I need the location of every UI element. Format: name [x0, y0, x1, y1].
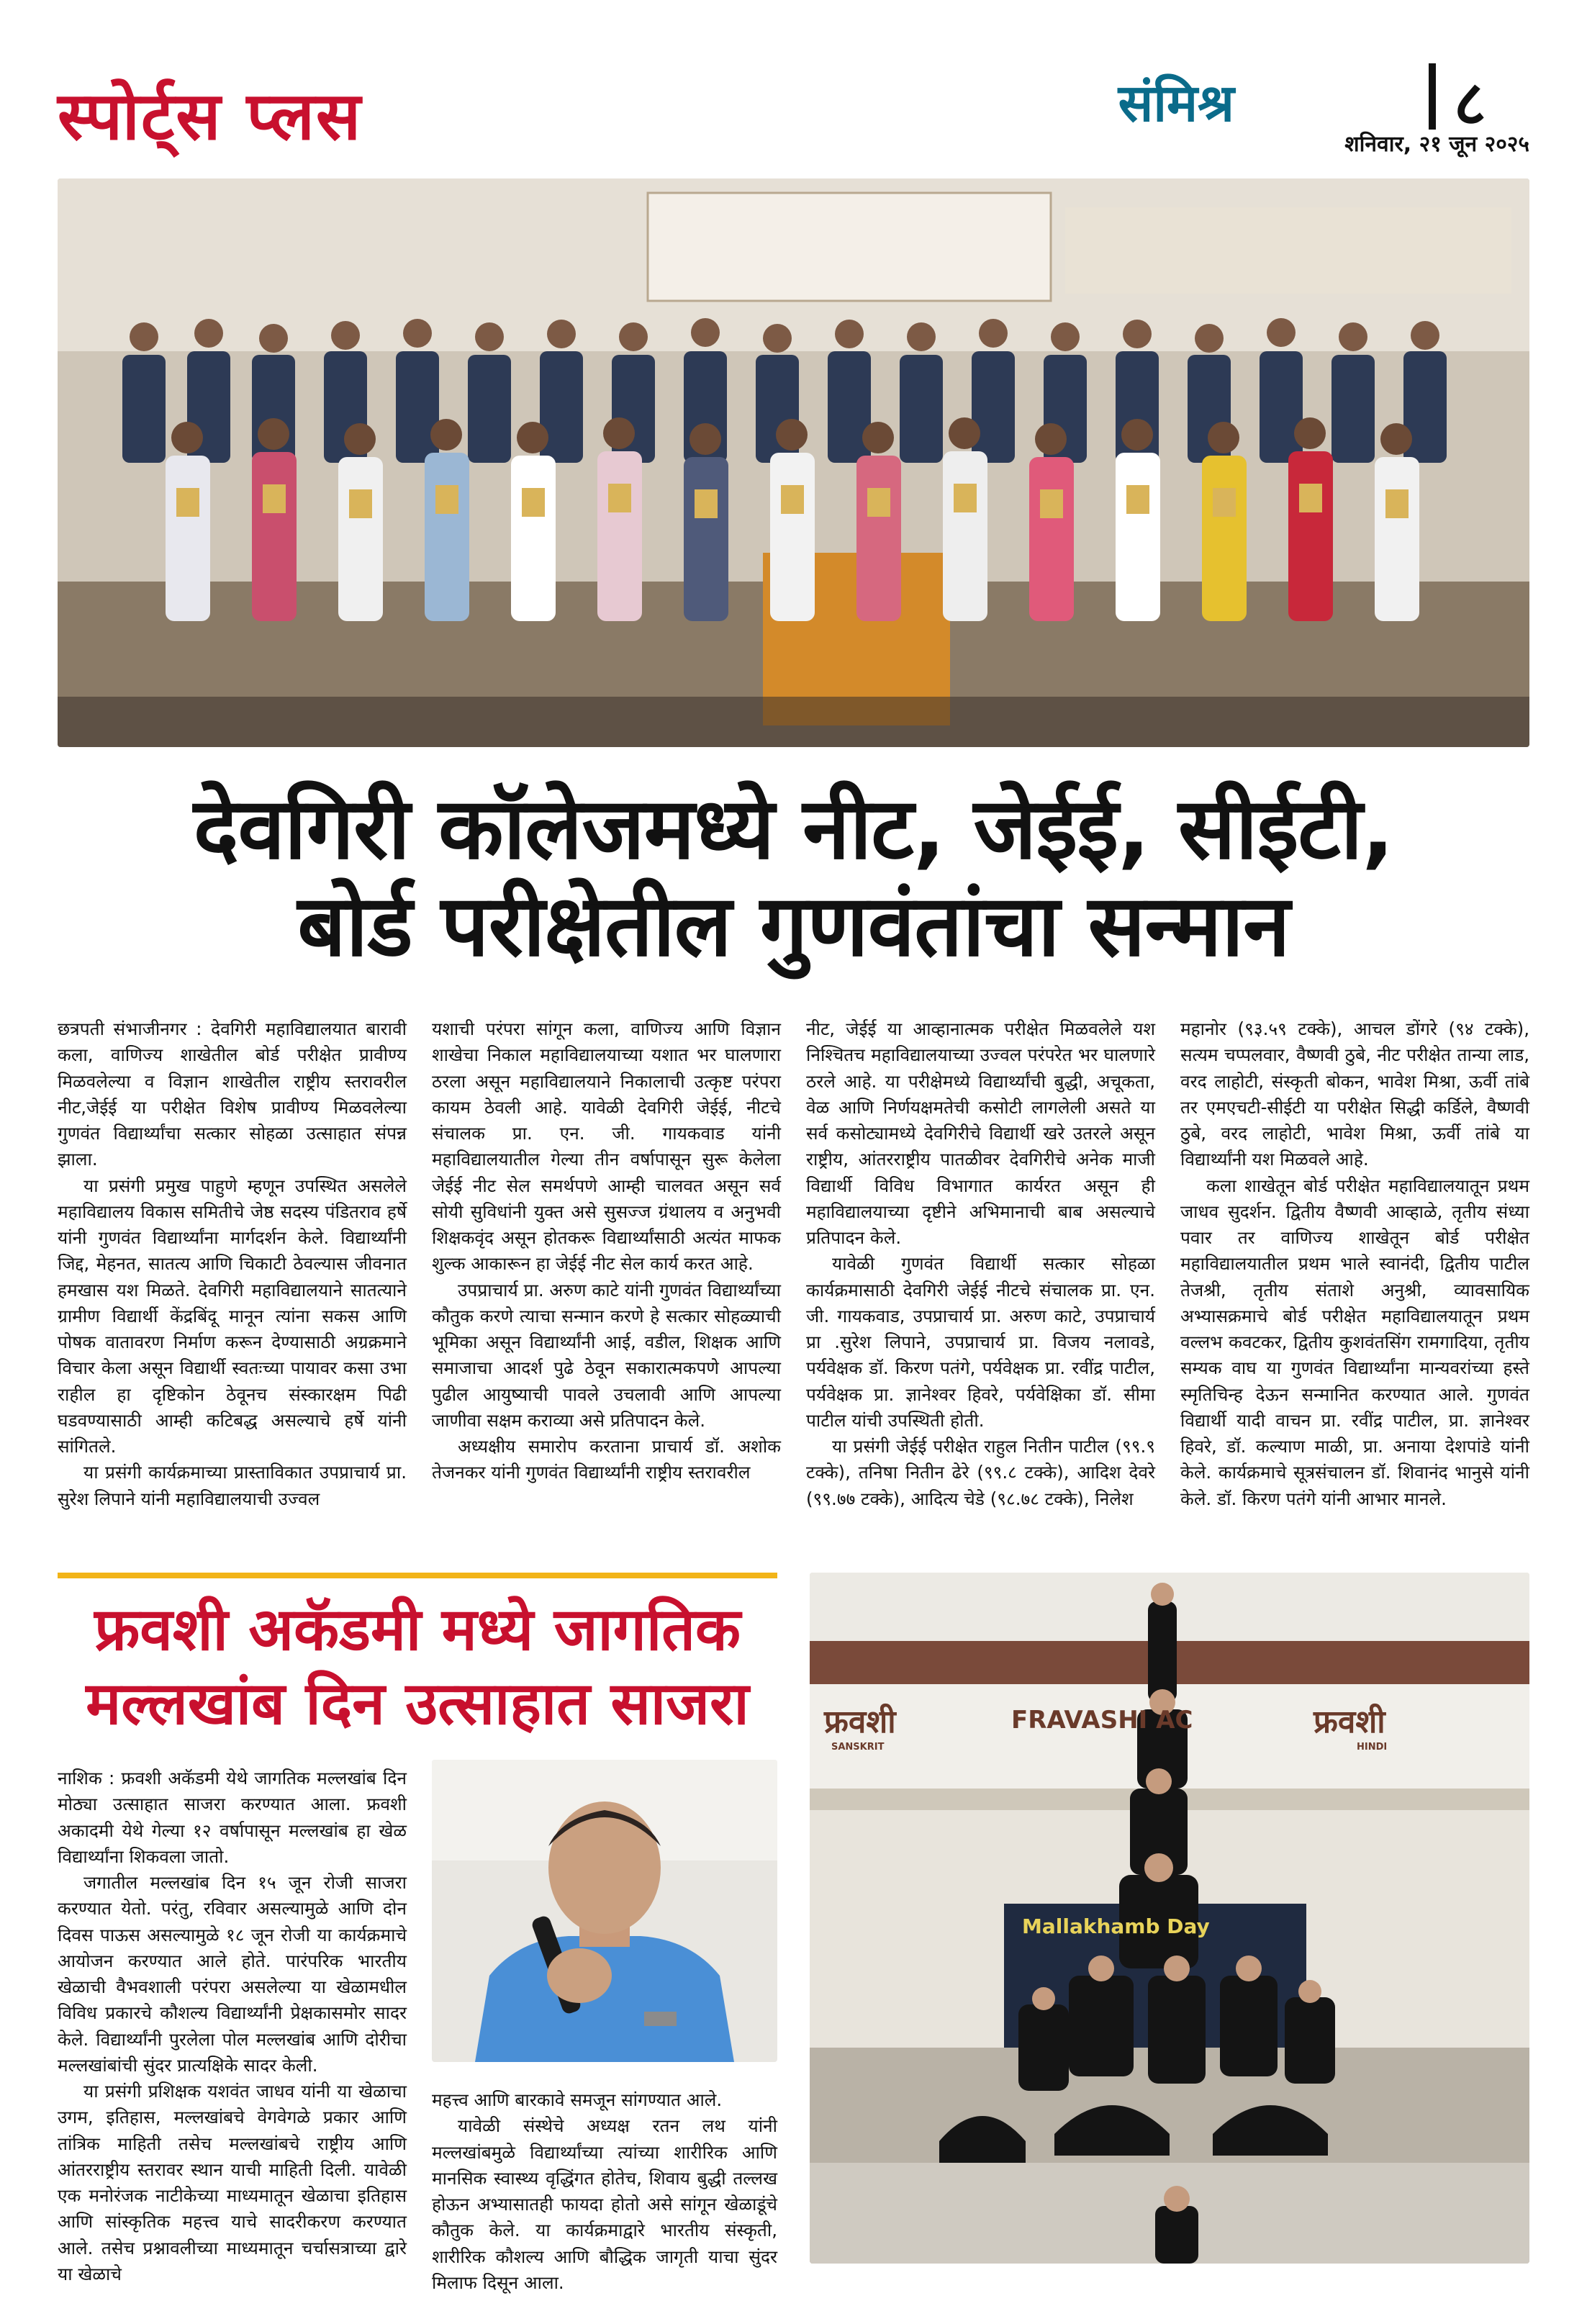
article-2-column-1 — [58, 1765, 407, 2287]
paragraph: कला शाखेतून बोर्ड परीक्षेत महाविद्यालयातून प्रथम जाधव सुदर्शन. द्वितीय वैष्णवी आव्हाळे, तृतीय संध्या पवार तर वाणिज्य शाखेतून बोर्ड परीक्षेत महाविद्यालयातील प्रथम भाले स्वानंदी, द्वितीय पाटील तेजश्री, तृतीय संताशे अनुश्री, व्यावसायिक अभ्यासक्रमाचे बोर्ड परीक्षेत महाविद्यालयातून प्रथम वल्लभ कवटकर, द्वितीय कुशवंतसिंग रामगादिया, तृतीय सम्यक वाघ या गुणवंत विद्यार्थ्यांना मान्यवरांच्या हस्ते स्मृतिचिन्ह देऊन सन्मानित करण्यात आले. गुणवंत विद्यार्थी यादी वाचन प्रा. रवींद्र पाटील, प्रा. ज्ञानेश्वर हिवरे, डॉ. कल्याण माळी, प्रा. अनाया देशपांडे यांनी केले. कार्यक्रमाचे सूत्रसंचालन डॉ. शिवानंद भानुसे यांनी केले. डॉ. किरण पतंगे यांनी आभार मानले. — [1180, 1175, 1529, 1509]
banner-right-sign: फ्रवशी — [1314, 1704, 1385, 1740]
paragraph: अध्यक्षीय समारोप करताना प्राचार्य डॉ. अशोक तेजनकर यांनी गुणवंत विद्यार्थ्यांनी राष्ट्रीय स्तरावरील — [432, 1436, 781, 1483]
article-1-column-1 — [58, 1016, 407, 1512]
headline-1-line-2: बोर्ड परीक्षेतील गुणवंतांचा सन्मान — [297, 876, 1290, 975]
article-1-column-4 — [1180, 1016, 1529, 1512]
headline-1-line-1: देवगिरी कॉलेजमध्ये नीट, जेईई, सीईटी, — [193, 779, 1394, 878]
banner-center-sign: FRAVASHI AC — [1011, 1706, 1193, 1735]
mallakhamb-photo — [810, 1573, 1529, 2264]
section-divider — [58, 1573, 777, 1578]
paragraph: यशाची परंपरा सांगून कला, वाणिज्य आणि विज्ञान शाखेचा निकाल महाविद्यालयाच्या यशात भर घालणारा ठरला असून महाविद्यालयाने निकालाची उत्कृष्ट परंपरा कायम ठेवली आहे. यावेळी देवगिरी जेईई, नीटचे संचालक प्रा. एन. जी. गायकवाड यांनी महाविद्यालयातील गेल्या तीन वर्षापासून सुरू केलेला जेईई नीट सेल समर्थपणे आम्ही चालवत असून सर्व सोयी सुविधांनी युक्त असे सुसज्ज ग्रंथालय व अनुभवी शिक्षकवृंद असून होतकरू विद्यार्थ्यांसाठी अत्यंत माफक शुल्क आकारून हा जेईई नीट सेल कार्य करत आहे. — [432, 1018, 781, 1275]
main-photo-students — [58, 178, 1529, 747]
headline-2-line-1: फ्रवशी अकॅडमी मध्ये जागतिक — [94, 1595, 741, 1664]
paragraph: महत्त्व आणि बारकावे समजून सांगण्यात आले. — [432, 2089, 723, 2110]
article-1-column-2 — [432, 1016, 781, 1486]
paragraph: यावेळी संस्थेचे अध्यक्ष रतन लथ यांनी मल्लखांबमुळे विद्यार्थ्यांच्या त्यांच्या शारीरिक आणि मानसिक स्वास्थ्य वृद्धिंगत होतेच, शिवाय बुद्धी तल्लख होऊन अभ्यासातही फायदा होतो असे सांगून खेळाडूंचे कौतुक केले. या कार्यक्रमाद्वारे भारतीय संस्कृती, शारीरिक कौशल्य आणि बौद्धिक जागृती याचा सुंदर मिलाफ दिसून आला. — [432, 2115, 777, 2293]
paragraph: नीट, जेईई या आव्हानात्मक परीक्षेत मिळवलेले यश निश्चितच महाविद्यालयाच्या उज्वल परंपरेत भर घालणारे ठरले आहे. या परीक्षेमध्ये विद्यार्थ्यांची बुद्धी, अचूकता, वेळ आणि निर्णयक्षमतेची कसोटी लागलेली असते या सर्व कसोट्यामध्ये देवगिरीचे विद्यार्थी खरे उतरले असून राष्ट्रीय, आंतरराष्ट्रीय पातळीवर देवगिरीचे अनेक माजी विद्यार्थी विविध विभागात कार्यरत असून ही महाविद्यालयाच्या दृष्टीने अभिमानाची बाब असल्याचे प्रतिपादन केले. — [806, 1018, 1155, 1248]
page-number: ८ — [1454, 68, 1486, 140]
paragraph: उपप्राचार्य प्रा. अरुण काटे यांनी गुणवंत विद्यार्थ्यांच्या कौतुक करणे त्याचा सन्मान करणे हे सत्कार सोहळ्याची भूमिका असून विद्यार्थ्यांनी आई, वडील, शिक्षक आणि समाजाचा आदर्श पुढे ठेवून सकारात्मकपणे आपल्या पुढील आयुष्याची पावले उचलावी आणि आपल्या जाणीवा सक्षम कराव्या असे प्रतिपादन केले. — [432, 1279, 781, 1431]
paragraph: या प्रसंगी जेईई परीक्षेत राहुल नितीन पाटील (९९.९ टक्के), तनिषा नितीन ढेरे (९९.८ टक्के), आदिश देवरे (९९.७७ टक्के), आदित्य चेडे (९८.७८ टक्के), निलेश — [806, 1436, 1155, 1509]
article-2-column-2 — [432, 2087, 777, 2296]
portrait-photo-speaker — [432, 1760, 777, 2062]
mallakhamb-day-board: Mallakhamb Day — [1022, 1914, 1210, 1938]
paragraph: या प्रसंगी प्रशिक्षक यशवंत जाधव यांनी या खेळाचा उगम, इतिहास, मल्लखांबचे वेगवेगळे प्रकार आणि तांत्रिक माहिती तसेच मल्लखांबचे राष्ट्रीय आणि आंतरराष्ट्रीय स्तरावर स्थान याची माहिती दिली. यावेळी एक मनोरंजक नाटीकेच्या माध्यमातून खेळाचा इतिहास आणि सांस्कृतिक महत्त्व याचे सादरीकरण करण्यात आले. तसेच प्रश्नावलीच्या माध्यमातून चर्चासत्राच्या द्वारे या खेळाचे — [58, 2081, 407, 2284]
issue-date: शनिवार, २१ जून २०२५ — [1344, 132, 1529, 157]
paragraph: या प्रसंगी कार्यक्रमाच्या प्रास्ताविकात उपप्राचार्य प्रा. सुरेश लिपाने यांनी महाविद्यालयाची उज्वल — [58, 1462, 407, 1509]
headline-2-line-2: मल्लखांब दिन उत्साहात साजरा — [86, 1669, 749, 1738]
masthead: स्पोर्ट्स प्लस — [58, 77, 363, 155]
paragraph: छत्रपती संभाजीनगर : देवगिरी महाविद्यालयात बारावी कला, वाणिज्य शाखेतील बोर्ड परीक्षेत प्रावीण्य मिळवलेल्या व विज्ञान शाखेतील राष्ट्रीय स्तरावरील नीट,जेईई या परीक्षेत विशेष प्रावीण्य मिळवलेल्या गुणवंत विद्यार्थ्यांचा सत्कार सोहळा उत्साहात संपन्न झाला. — [58, 1018, 407, 1170]
paragraph: जगातील मल्लखांब दिन १५ जून रोजी साजरा करण्यात येतो. परंतु, रविवार असल्यामुळे आणि दोन दिवस पाऊस असल्यामुळे १८ जून रोजी या कार्यक्रमाचे आयोजन करण्यात आले होते. पारंपरिक भारतीय खेळाची वैभवशाली परंपरा असलेल्या या खेळामधील विविध प्रकारचे कौशल्य विद्यार्थ्यांनी प्रेक्षकासमोर सादर केले. विद्यार्थ्यांनी पुरलेला पोल मल्लखांब आणि दोरीचा मल्लखांबांची सुंदर प्रात्यक्षिके सादर केली. — [58, 1872, 407, 2076]
paragraph: यावेळी गुणवंत विद्यार्थी सत्कार सोहळा कार्यक्रमासाठी देवगिरी जेईई नीटचे संचालक प्रा. एन. जी. गायकवाड, उपप्राचार्य प्रा. अरुण काटे, उपप्राचार्य प्रा .सुरेश लिपाने, उपप्राचार्य प्रा. विजय नलावडे, पर्यवेक्षक डॉ. किरण पतंगे, पर्यवेक्षक प्रा. रवींद्र पाटील, पर्यवेक्षक प्रा. ज्ञानेश्वर हिवरे, पर्यवेक्षिका डॉ. सीमा पाटील यांची उपस्थिती होती. — [806, 1253, 1155, 1431]
banner-left-sign: फ्रवशी — [824, 1704, 896, 1740]
label-hindi: HINDI — [1357, 1742, 1388, 1753]
label-sanskrit: SANSKRIT — [831, 1742, 885, 1753]
paragraph: महानोर (९३.५९ टक्के), आचल डोंगरे (९४ टक्के), सत्यम चप्पलवार, वैष्णवी ठुबे, नीट परीक्षेत तान्या लाड, वरद लाहोटी, संस्कृती बोकन, भावेश मिश्रा, ऊर्वी तांबे तर एमएचटी-सीईटी या परीक्षेत सिद्धी कर्डिले, वैष्णवी ठुबे, वरद लाहोटी, भावेश मिश्रा, ऊर्वी तांबे या विद्यार्थ्यांनी यश मिळवले आहे. — [1180, 1018, 1529, 1170]
paragraph: या प्रसंगी प्रमुख पाहुणे म्हणून उपस्थित असलेले महाविद्यालय विकास समितीचे जेष्ठ सदस्य पंडितराव हर्षे यांनी गुणवंत विद्यार्थ्यांना मार्गदर्शन केले. विद्यार्थ्यांनी जिद्द, मेहनत, सातत्य आणि चिकाटी ठेवल्यास जीवनात हमखास यश मिळते. देवगिरी महाविद्यालयाने सातत्याने ग्रामीण विद्यार्थी केंद्रबिंदू मानून त्यांना सकस आणि पोषक वातावरण निर्माण करून देण्यासाठी अग्रक्रमाने विचार केला असून विद्यार्थी स्वतःच्या पायावर कसा उभा राहील हा दृष्टिकोन ठेवूनच संस्कारक्षम पिढी घडवण्यासाठी आम्ही कटिबद्ध असल्याचे हर्षे यांनी सांगितले. — [58, 1175, 407, 1457]
section-name: संमिश्र — [1118, 72, 1234, 133]
article-1-column-3 — [806, 1016, 1155, 1512]
header-divider — [1429, 63, 1436, 130]
paragraph: नाशिक : फ्रवशी अकॅडमी येथे जागतिक मल्लखांब दिन मोठ्या उत्साहात साजरा करण्यात आला. फ्रवशी अकादमी येथे गेल्या १२ वर्षापासून मल्लखांब हा खेळ विद्यार्थ्यांना शिकवला जातो. — [58, 1768, 407, 1867]
